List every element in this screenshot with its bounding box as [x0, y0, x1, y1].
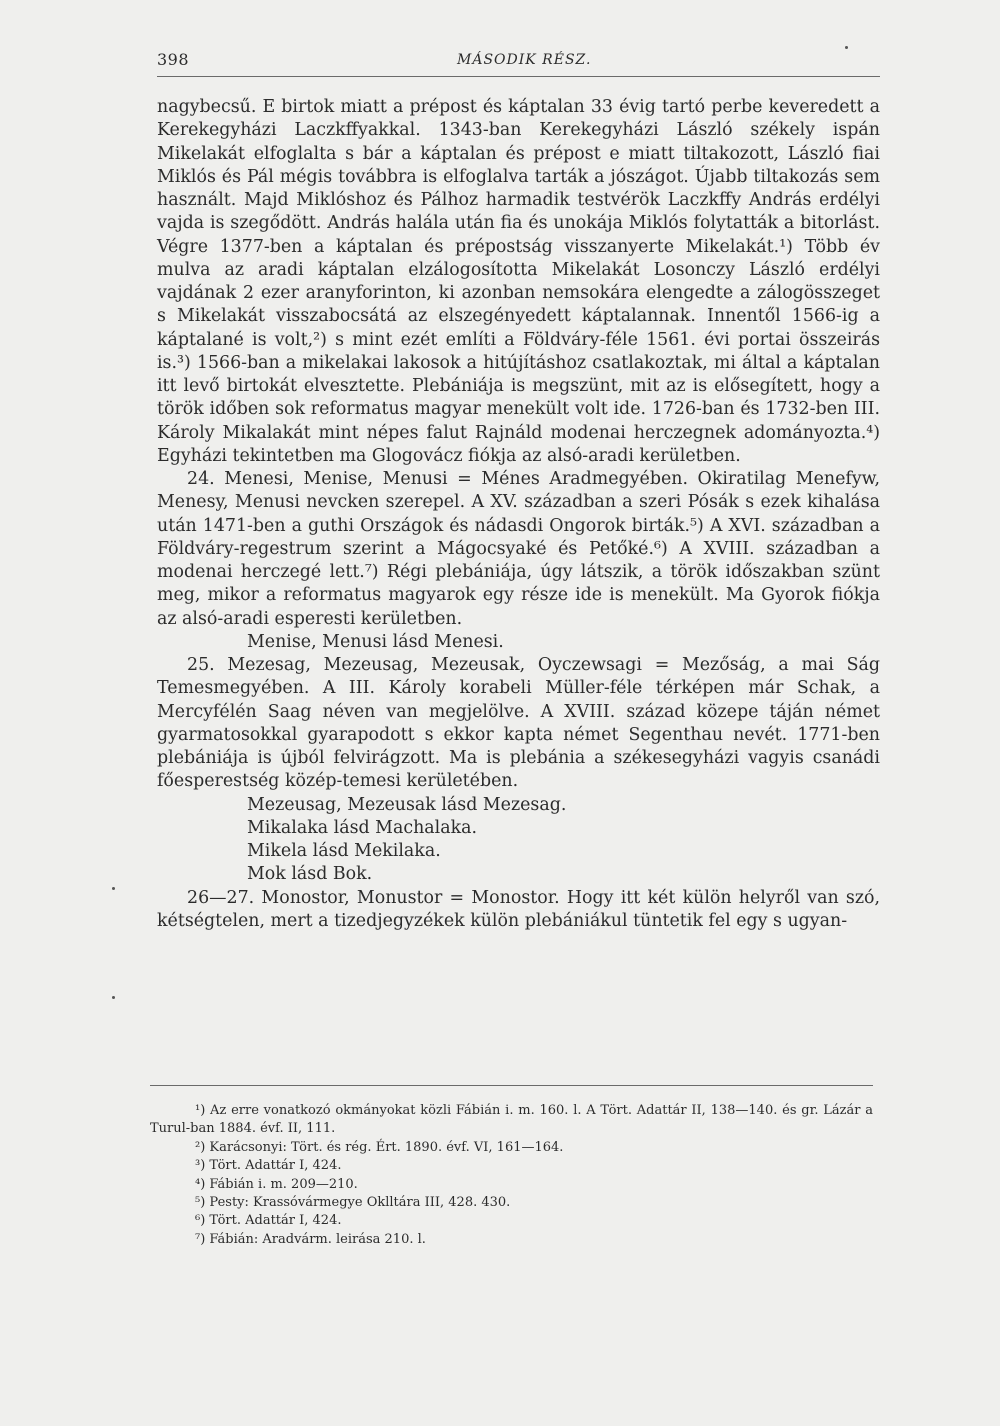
- header-rule: [157, 76, 880, 77]
- cross-reference: Mezeusag, Mezeusak lásd Mezesag.: [247, 794, 567, 815]
- running-title: MÁSODIK RÉSZ.: [457, 52, 592, 68]
- footnote-3: ³) Tört. Adattár I, 424.: [195, 1158, 342, 1174]
- footnote-rule: [150, 1085, 873, 1086]
- scan-speck: [112, 996, 115, 999]
- page-number: 398: [157, 50, 190, 69]
- cross-reference: Mikalaka lásd Machalaka.: [247, 817, 478, 838]
- paragraph-mikelaka: nagybecsű. E birtok miatt a prépost és káptalan 33 évig tartó perbe keveredett a Kerekegyházi Laczkffyakkal. 1343-ban Kerekegyházi László székely ispán Mikelakát elfoglalta s bár a káptalan és prépost e miatt tiltakozott, László fiai Miklós és Pál mégis továbbra is elfoglalva tarták a jószágot. Újabb tiltakozás sem használt. Majd Miklóshoz és Pálhoz harmadik testvérök Laczkffy András erdélyi vajda is szegődött. András halála után fia és unokája Miklós folytatták a bitorlást. Végre 1377-ben a káptalan és prépostság visszanyerte Mikelakát.¹) Több év mulva az aradi káptalan elzálogosította Mikelakát Losonczy László erdélyi vajdának 2 ezer aranyforinton, ki azonban nemsokára elengedte a zálogösszeget s Mikelakát visszabocsátá az elszegényedett káptalannak. Innentől 1566-ig a káptalané is volt,²) s mint ezét említi a Földváry-féle 1561. évi portai összeirás is.³) 1566-ban a mikelakai lakosok a hitújításhoz csatlakoztak, mi által a káptalan itt levő birtokát elvesztette. Plebániája is megszünt, mit az is elősegített, hogy a török időben sok reformatus magyar menekült volt ide. 1726-ban és 1732-ben III. Károly Mikalakát mint népes falut Rajnáld modenai herczegnek adományozta.⁴) Egyházi tekintetben ma Glogovácz fiókja az alsó-aradi kerületben.: [157, 97, 880, 466]
- page-header: [157, 50, 880, 72]
- paragraph-monostor: 26—27. Monostor, Monustor = Monostor. Hogy itt két külön helyről van szó, kétségtelen, mert a tizedjegyzékek külön plebániákul tüntetik fel egy s ugyan-: [157, 887, 880, 931]
- footnote-1: ¹) Az erre vonatkozó okmányokat közli Fábián i. m. 160. l. A Tört. Adattár II, 138—140. és gr. Lázár a Turul-ban 1884. évf. II, 111.: [150, 1103, 873, 1137]
- footnote-7: ⁷) Fábián: Aradvárm. leirása 210. l.: [195, 1231, 426, 1247]
- cross-reference: Mok lásd Bok.: [247, 864, 373, 885]
- footnote-2: ²) Karácsonyi: Tört. és rég. Ért. 1890. évf. VI, 161—164.: [195, 1139, 564, 1155]
- paragraph-menesi: 24. Menesi, Menise, Menusi = Ménes Aradmegyében. Okiratilag Menefyw, Menesy, Menusi nevcken szerepel. A XV. században a szeri Pósák s ezek kihalása után 1471-ben a guthi Országok és nádasdi Ongorok birták.⁵) A XVI. században a Földváry-regestrum szerint a Mágocsyaké és Petőké.⁶) A XVIII. században a modenai herczegé lett.⁷) Régi plebániája, úgy látszik, a török időszakban szünt meg, mikor a reformatus magyarok egy része ide is menekült. Ma Gyorok fiókja az alsó-aradi esperesti kerületben.: [157, 469, 880, 629]
- footnote-5: ⁵) Pesty: Krassóvármegye Oklltára III, 428. 430.: [195, 1195, 511, 1211]
- scan-speck: [845, 46, 848, 49]
- paragraph-mezesag: 25. Mezesag, Mezeusag, Mezeusak, Oyczewsagi = Mezőság, a mai Ság Temesmegyében. A III. Károly korabeli Müller-féle térképen már Schak, a Mercyfélén Saag néven van megjelölve. A XVIII. század közepe táján német gyarmatosokkal gyarapodott s ekkor kapta német Segenthau nevét. 1771-ben plebániája is újból felvirágzott. Ma is plebánia a székesegyházi vagyis csanádi főesperestség közép-temesi kerületében.: [157, 655, 880, 792]
- footnote-4: ⁴) Fábián i. m. 209—210.: [195, 1176, 358, 1192]
- cross-reference: Mikela lásd Mekilaka.: [247, 841, 441, 861]
- main-text: [157, 96, 880, 933]
- footnotes: [150, 1102, 873, 1249]
- scan-speck: [112, 887, 115, 890]
- footnote-6: ⁶) Tört. Adattár I, 424.: [195, 1213, 342, 1229]
- cross-reference: Menise, Menusi lásd Menesi.: [247, 631, 504, 652]
